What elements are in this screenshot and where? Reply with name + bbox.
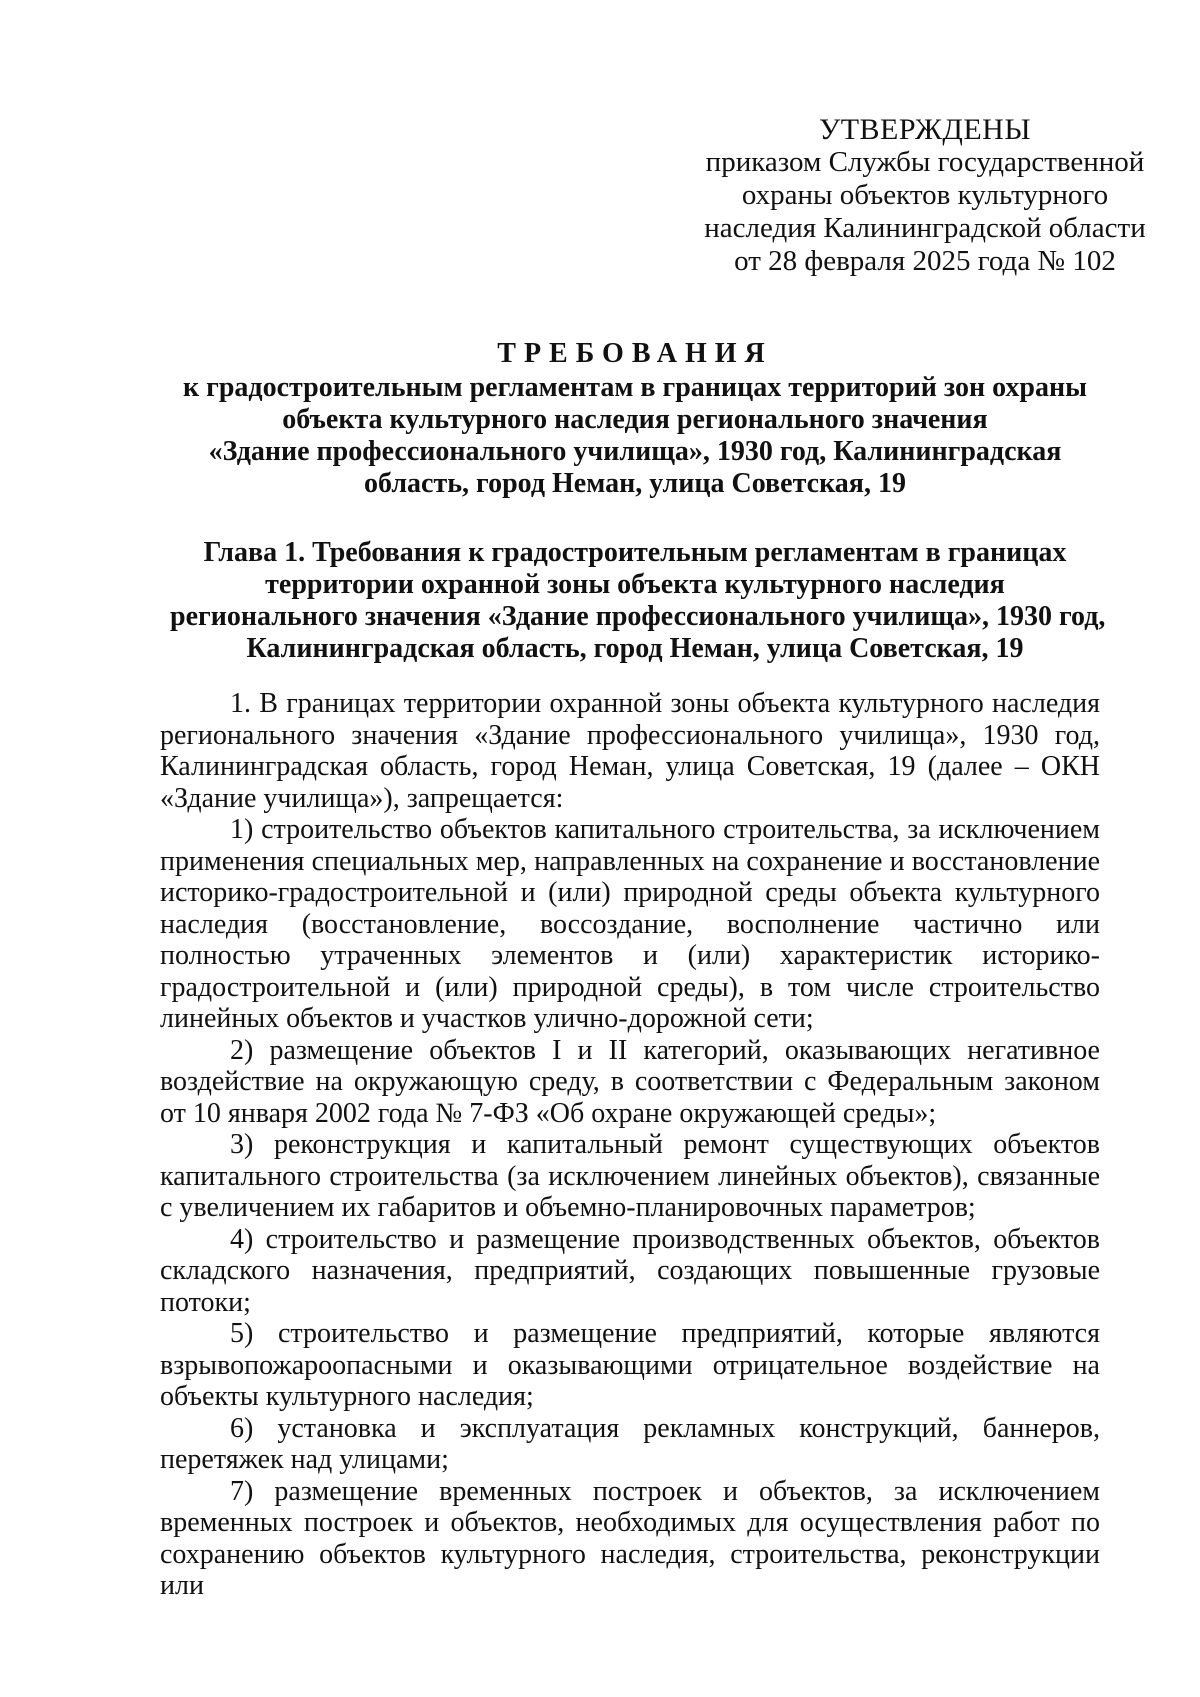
paragraph-1: 1. В границах территории охранной зоны объекта культурного наследия регионального значения «Здание профессионального училища», 1930 год, Калининградская область, город Неман, улица Советская, 19 (далее – ОКН «Здание училища»), запрещается: [160,688,1100,814]
title-line: объекта культурного наследия регионального значения [282,404,988,435]
chapter-heading [170,537,1106,665]
list-item-7: 7) размещение временных построек и объектов, за исключением временных построек и объектов, необходимых для осуществления работ по сохранению объектов культурного наследия, строительства, реконструкции или [160,1475,1100,1601]
list-item-5: 5) строительство и размещение предприятий, которые являются взрывопожароопасными и оказывающими отрицательное воздействие на объекты культурного наследия; [160,1318,1100,1412]
title-line: область, город Неман, улица Советская, 19 [364,468,906,499]
chapter-line: Глава 1. Требования к градостроительным регламентам в границах [203,537,1067,568]
list-item-4: 4) строительство и размещение производственных объектов, объектов складского назначения, предприятий, создающих повышенные грузовые потоки; [160,1223,1100,1318]
title-heading: ТРЕБОВАНИЯ [497,338,773,369]
list-item-2: 2) размещение объектов I и II категорий, оказывающих негативное воздействие на окружающую среду, в соответствии с Федеральным законом от 10 января 2002 года № 7-ФЗ «Об охране окружающей среды»; [160,1034,1100,1129]
approval-line: приказом Службы государственной [705,146,1145,178]
list-item-3: 3) реконструкция и капитальный ремонт существующих объектов капитального строительства (за исключением линейных объектов), связанные с увеличением их габаритов и объемно-планировочных параметров; [160,1129,1100,1223]
list-item-6: 6) установка и эксплуатация рекламных конструкций, баннеров, перетяжек над улицами; [160,1412,1100,1475]
title-line: «Здание профессионального училища», 1930 год, Калининградская [208,436,1062,467]
approval-block [690,113,1160,278]
chapter-line: регионального значения «Здание профессионального училища», 1930 год, [170,601,1106,632]
approval-line: охраны объектов культурного [741,179,1109,211]
document-title [170,338,1100,500]
approval-line: от 28 февраля 2025 года № 102 [734,245,1116,277]
approval-heading: УТВЕРЖДЕНЫ [818,113,1032,146]
list-item-1: 1) строительство объектов капитального строительства, за исключением применения специальных мер, направленных на сохранение и восстановление историко-градостроительной и (или) природной среды объекта культурного наследия (восстановление, воссоздание, восполнение частично или полностью утраченных элементов и (или) характеристик историко-градостроительной и (или) природной среды), в том числе строительство линейных объектов и участков улично-дорожной сети; [160,814,1100,1034]
chapter-line: территории охранной зоны объекта культурного наследия [265,569,1005,600]
chapter-line: Калининградская область, город Неман, улица Советская, 19 [246,633,1024,664]
approval-line: наследия Калининградской области [704,212,1146,244]
title-line: к градостроительным регламентам в границах территорий зон охраны [183,372,1087,403]
document-body [160,688,1100,1602]
